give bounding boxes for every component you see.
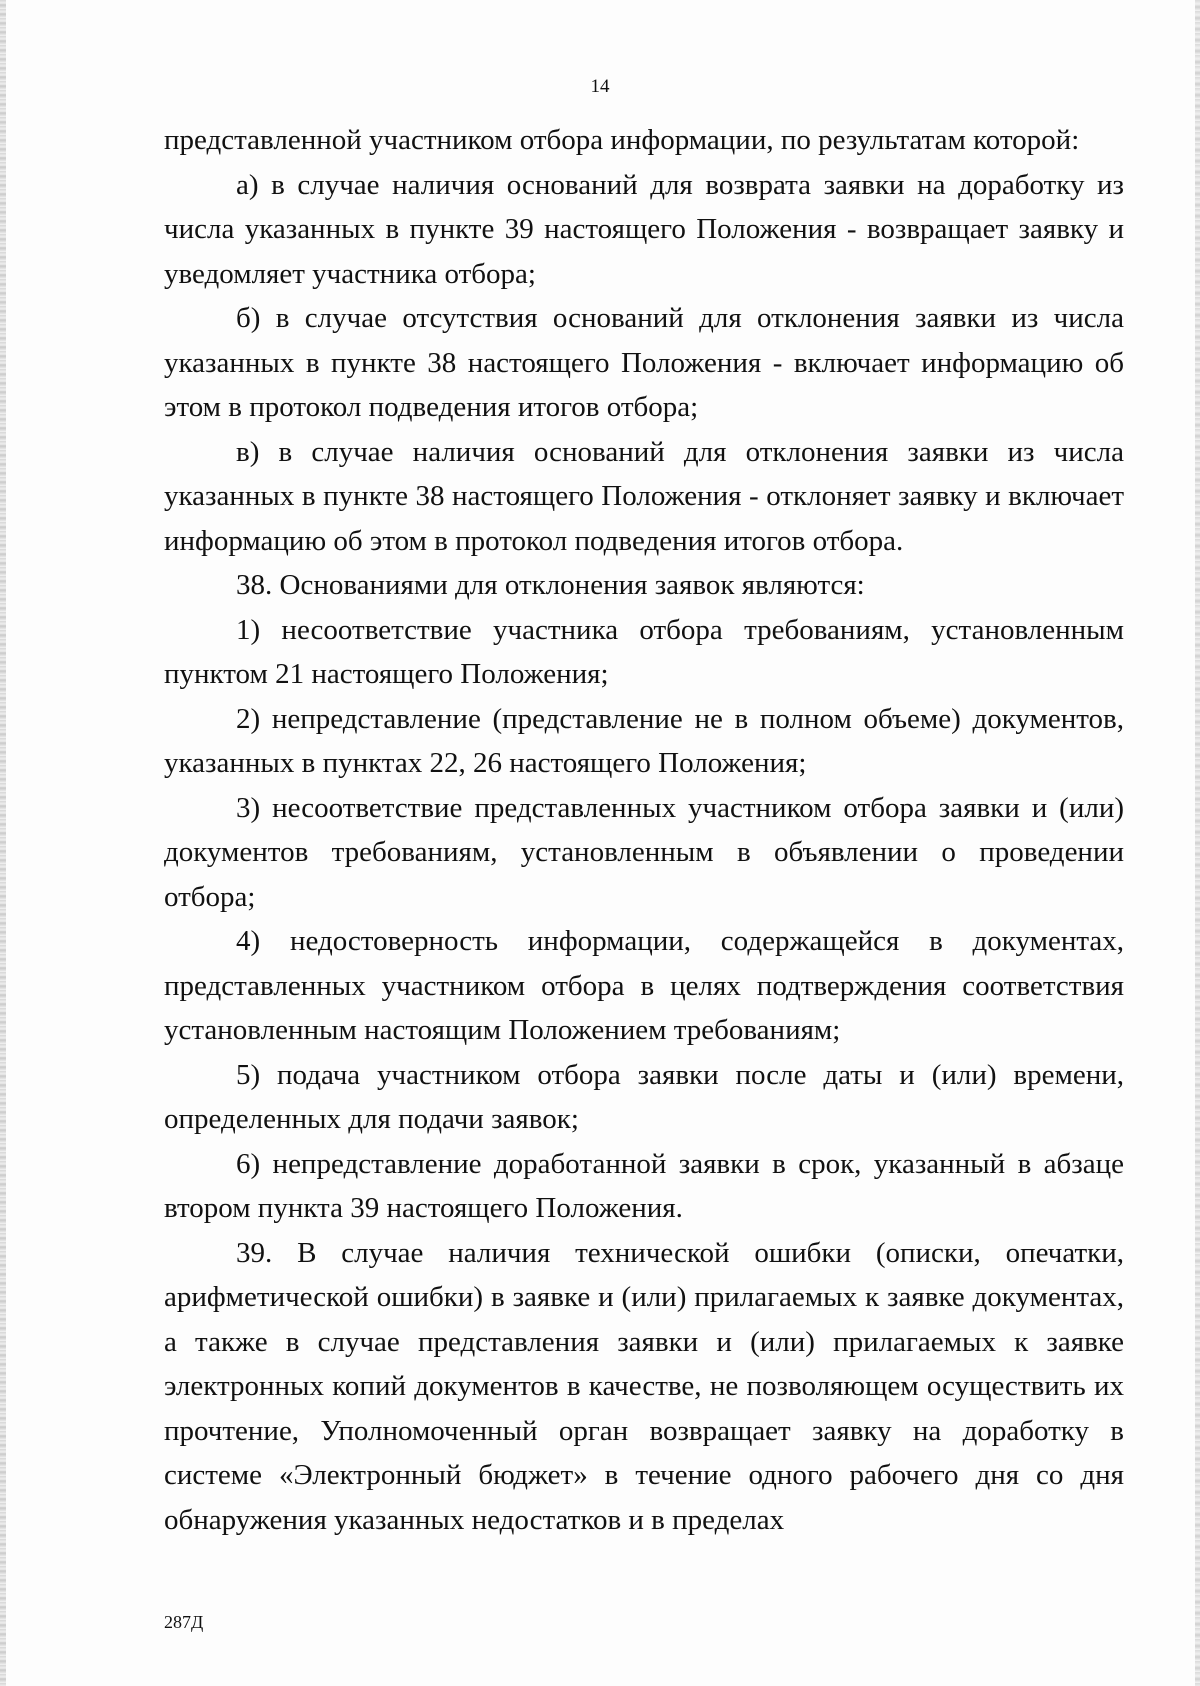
paragraph-item-5: 5) подача участником отбора заявки после даты и (или) времени, определенных для подачи заявок; xyxy=(164,1058,1124,1135)
paragraph-clause-39: 39. В случае наличия технической ошибки (описки, опечатки, арифметической ошибки) в заявке и (или) прилагаемых к заявке документах, а также в случае представления заявки и (или) прилагаемых к заявке электронных копий документов в качестве, не позволяющем осуществить их прочтение, Уполномоченный орган возвращает заявку на доработку в системе «Электронный бюджет» в течение одного рабочего дня со дня обнаружения указанных недостатков и в пределах xyxy=(164,1236,1124,1536)
paragraph-item-1: 1) несоответствие участника отбора требованиям, установленным пунктом 21 настоящего Положения; xyxy=(164,613,1124,690)
paragraph-item-6: 6) непредставление доработанной заявки в срок, указанный в абзаце втором пункта 39 настоящего Положения. xyxy=(164,1147,1124,1224)
scan-edge-left xyxy=(0,0,6,1686)
paragraph-item-2: 2) непредставление (представление не в полном объеме) документов, указанных в пунктах 22, 26 настоящего Положения; xyxy=(164,702,1124,779)
paragraph-continuation: представленной участником отбора информации, по результатам которой: xyxy=(164,124,1080,156)
footer-document-code: 287Д xyxy=(164,1612,204,1632)
document-body xyxy=(164,118,1124,1542)
paragraph-item-3: 3) несоответствие представленных участником отбора заявки и (или) документов требованиям, установленным в объявлении о проведении отбора; xyxy=(164,791,1124,913)
paragraph-item-a: а) в случае наличия оснований для возврата заявки на доработку из числа указанных в пункте 39 настоящего Положения - возвращает заявку и уведомляет участника отбора; xyxy=(164,168,1124,290)
paragraph-item-v: в) в случае наличия оснований для отклонения заявки из числа указанных в пункте 38 настоящего Положения - отклоняет заявку и включает информацию об этом в протокол подведения итогов отбора. xyxy=(164,435,1124,557)
paragraph-item-4: 4) недостоверность информации, содержащейся в документах, представленных участником отбора в целях подтверждения соответствия установленным настоящим Положением требованиям; xyxy=(164,925,1124,1046)
page-number: 14 xyxy=(590,76,610,97)
paragraph-clause-38: 38. Основаниями для отклонения заявок являются: xyxy=(236,569,865,601)
paragraph-item-b: б) в случае отсутствия оснований для отклонения заявки из числа указанных в пункте 38 настоящего Положения - включает информацию об этом в протокол подведения итогов отбора; xyxy=(164,302,1124,423)
scan-edge-right xyxy=(1195,0,1200,1686)
